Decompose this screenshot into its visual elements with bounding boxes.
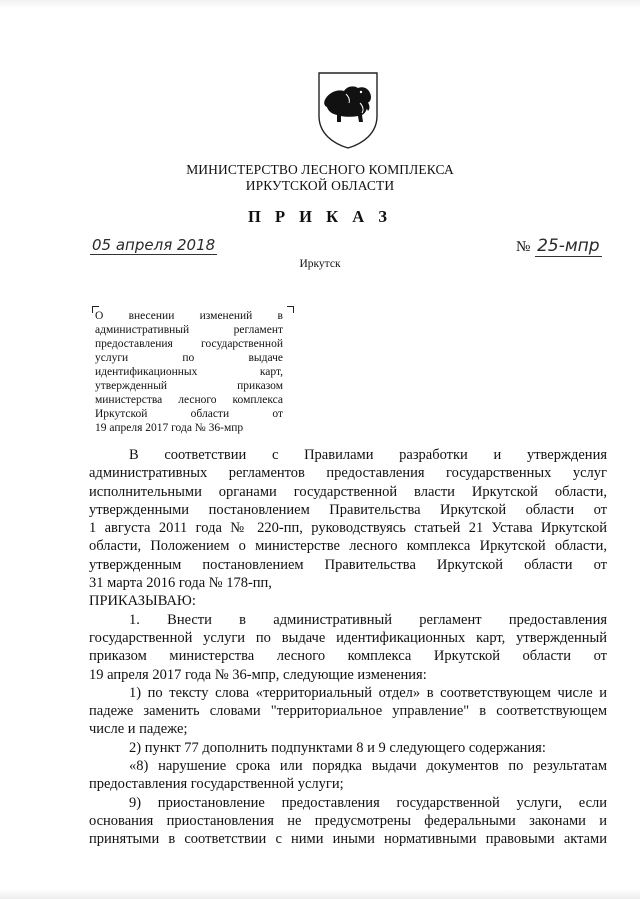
- ministry-name-line1: МИНИСТЕРСТВО ЛЕСНОГО КОМПЛЕКСА: [186, 162, 454, 177]
- body-line: утвержденными постановлением Правительства Иркутской области от: [89, 501, 607, 518]
- coat-of-arms-emblem: [316, 70, 380, 150]
- subject-corner-mark-right: [287, 306, 294, 313]
- subject-line: 19 апреля 2017 года № 36-мпр: [95, 422, 244, 434]
- handwritten-date-value: 05 апреля 2018: [92, 236, 216, 254]
- body-line: падеже заменить словами "территориальное управление" в соответствующем: [89, 703, 607, 720]
- body-line: приказом министерства лесного комплекса Иркутской области от: [89, 648, 607, 665]
- body-line: 31 марта 2016 года № 178-пп,: [89, 575, 272, 592]
- body-line: 1 августа 2011 года № 220-пп, руководствуясь статьей 21 Устава Иркутской: [89, 520, 607, 537]
- subject-line: Иркутской области от: [95, 408, 283, 420]
- subject-line: административный регламент: [95, 324, 283, 336]
- body-line: «8) нарушение срока или порядка выдачи документов по результатам: [129, 758, 607, 775]
- body-line: 1) по тексту слова «территориальный отдел» в соответствующем числе и: [129, 684, 607, 701]
- scan-edge: [0, 889, 640, 899]
- document-type-title: П Р И К А З: [248, 207, 392, 226]
- ministry-name-line2: ИРКУТСКОЙ ОБЛАСТИ: [245, 178, 395, 193]
- subject-line: предоставления государственной: [95, 338, 283, 350]
- scan-edge: [0, 0, 640, 8]
- body-line: 9) приостановление предоставления государственной услуги, если: [129, 794, 607, 811]
- body-line: числе и падеже;: [89, 721, 188, 738]
- number-sign: №: [516, 239, 531, 255]
- subject-line: утвержденный приказом: [95, 380, 283, 392]
- body-line: В соответствии с Правилами разработки и утверждения: [129, 447, 607, 463]
- handwritten-number-value: 25-мпр: [537, 236, 600, 256]
- order-subject: [95, 309, 283, 435]
- body-line: области, Положением о министерстве лесного комплекса Иркутской области,: [89, 538, 607, 555]
- subject-line: услуги по выдаче: [95, 352, 283, 364]
- body-line: принятыми в соответствии с ними иными нормативными правовыми актами: [89, 831, 607, 848]
- body-line: исполнительными органами государственной власти Иркутской области,: [89, 483, 607, 500]
- handwritten-date: [90, 236, 217, 254]
- subject-line: О внесении изменений в: [95, 310, 283, 322]
- body-line: государственной услуги по выдаче идентификационных карт, утвержденный: [89, 629, 607, 646]
- body-line: 1. Внести в административный регламент предоставления: [129, 611, 607, 628]
- subject-line: идентификационных карт,: [95, 366, 283, 378]
- body-line: административных регламентов предоставления государственных услуг: [89, 465, 607, 482]
- body-line: основания приостановления не предусмотрены федеральными законами и: [89, 812, 607, 829]
- body-line-order-word: ПРИКАЗЫВАЮ:: [89, 593, 196, 610]
- body-line: 19 апреля 2017 года № 36-мпр, следующие изменения:: [89, 666, 427, 683]
- body-line: утвержденным постановлением Правительства Иркутской области от: [89, 556, 607, 573]
- order-body: [89, 446, 607, 849]
- city-name: Иркутск: [299, 258, 341, 270]
- order-number: [516, 236, 602, 256]
- subject-line: министерства лесного комплекса: [95, 394, 283, 406]
- body-line: предоставления государственной услуги;: [89, 776, 344, 793]
- body-line: 2) пункт 77 дополнить подпунктами 8 и 9 следующего содержания:: [129, 739, 546, 756]
